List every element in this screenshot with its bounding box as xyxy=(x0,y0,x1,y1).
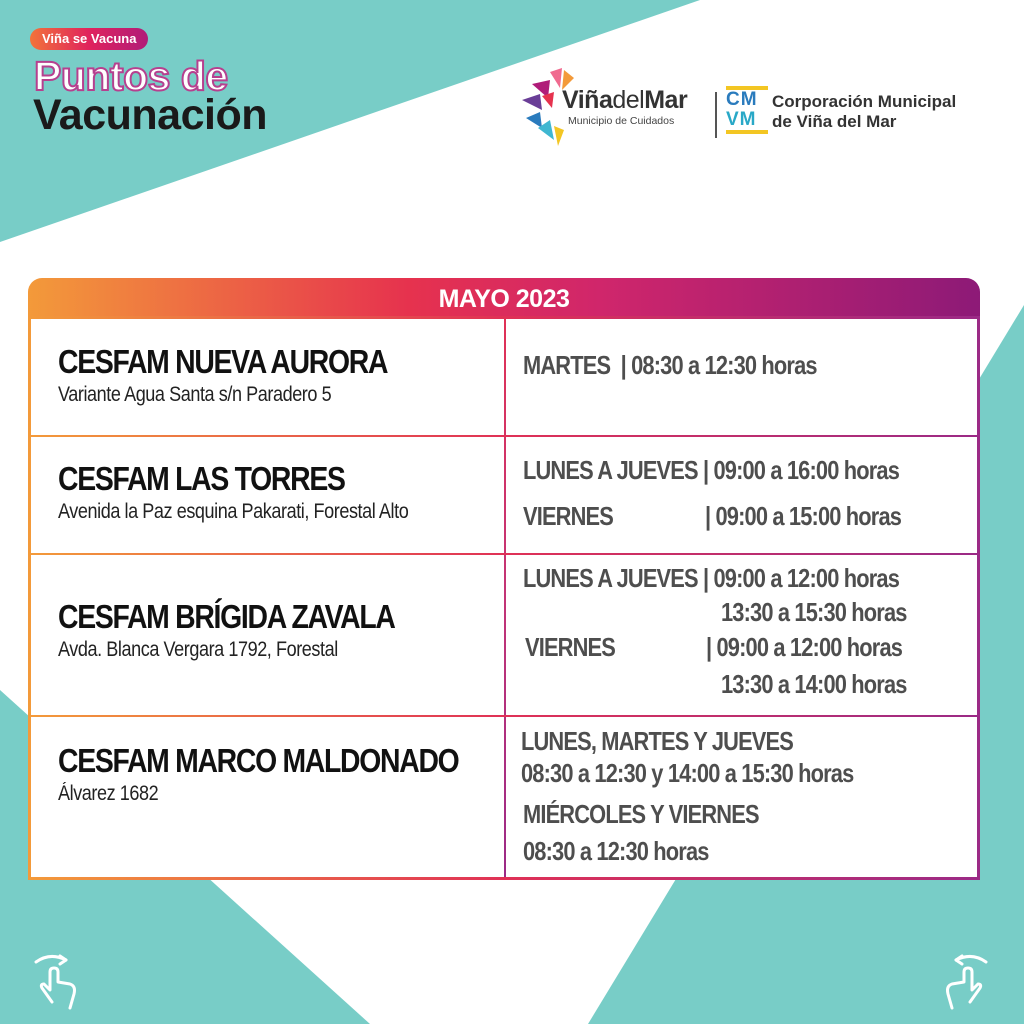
schedule-line: LUNES A JUEVES | 09:00 a 12:00 horas xyxy=(523,563,900,593)
schedule-line: | 09:00 a 12:00 horas xyxy=(706,632,903,662)
table-row xyxy=(58,743,524,807)
row-divider xyxy=(31,715,977,717)
cesfam-address: Álvarez 1682 xyxy=(58,782,159,805)
page-title-line1: Puntos de xyxy=(34,53,228,99)
vina-del-mar-subtitle: Municipio de Cuidados xyxy=(568,115,675,127)
schedule-line: 13:30 a 14:00 horas xyxy=(721,669,907,699)
page-title-line2: Vacunación xyxy=(33,91,267,139)
cesfam-name: CESFAM LAS TORRES xyxy=(58,460,345,497)
cesfam-name: CESFAM NUEVA AURORA xyxy=(58,343,388,380)
schedule-line: 08:30 a 12:30 horas xyxy=(523,836,709,866)
swipe-hand-icon xyxy=(30,950,92,1012)
schedule-line: VIERNES xyxy=(525,632,616,662)
table-grid xyxy=(28,316,980,880)
schedule-line: MARTES | 08:30 a 12:30 horas xyxy=(523,350,817,380)
schedule-line: LUNES, MARTES Y JUEVES xyxy=(521,726,793,756)
cesfam-address: Avda. Blanca Vergara 1792, Forestal xyxy=(58,638,338,661)
row-divider xyxy=(31,553,977,555)
cmvm-logo: CM VM xyxy=(726,86,768,138)
corporation-name: Corporación Municipal de Viña del Mar xyxy=(772,92,957,131)
swipe-hand-icon xyxy=(930,950,992,1012)
schedule-line: 08:30 a 12:30 y 14:00 a 15:30 horas xyxy=(521,758,854,788)
cesfam-name: CESFAM BRÍGIDA ZAVALA xyxy=(58,598,395,635)
schedule-line: 13:30 a 15:30 horas xyxy=(721,597,907,627)
month-label: MAYO 2023 xyxy=(438,285,570,313)
schedule-line: | 09:00 a 15:00 horas xyxy=(705,501,902,531)
table-header xyxy=(28,278,980,318)
schedule-line: VIERNES xyxy=(523,501,614,531)
schedule-line: MIÉRCOLES Y VIERNES xyxy=(523,799,759,829)
table-row xyxy=(58,599,449,663)
cesfam-address: Variante Agua Santa s/n Paradero 5 xyxy=(58,383,332,406)
cesfam-name: CESFAM MARCO MALDONADO xyxy=(58,742,459,779)
row-divider xyxy=(31,435,977,437)
vina-del-mar-wordmark: ViñadelMar xyxy=(562,86,688,114)
logos-block xyxy=(520,62,990,152)
cesfam-address: Avenida la Paz esquina Pakarati, Forestal Alto xyxy=(58,500,409,523)
schedule-line: LUNES A JUEVES | 09:00 a 16:00 horas xyxy=(523,455,900,485)
table-row xyxy=(58,344,441,408)
table-row xyxy=(58,461,465,525)
campaign-badge: Viña se Vacuna xyxy=(30,28,148,50)
logo-divider xyxy=(715,92,717,138)
vaccination-table xyxy=(28,278,980,880)
